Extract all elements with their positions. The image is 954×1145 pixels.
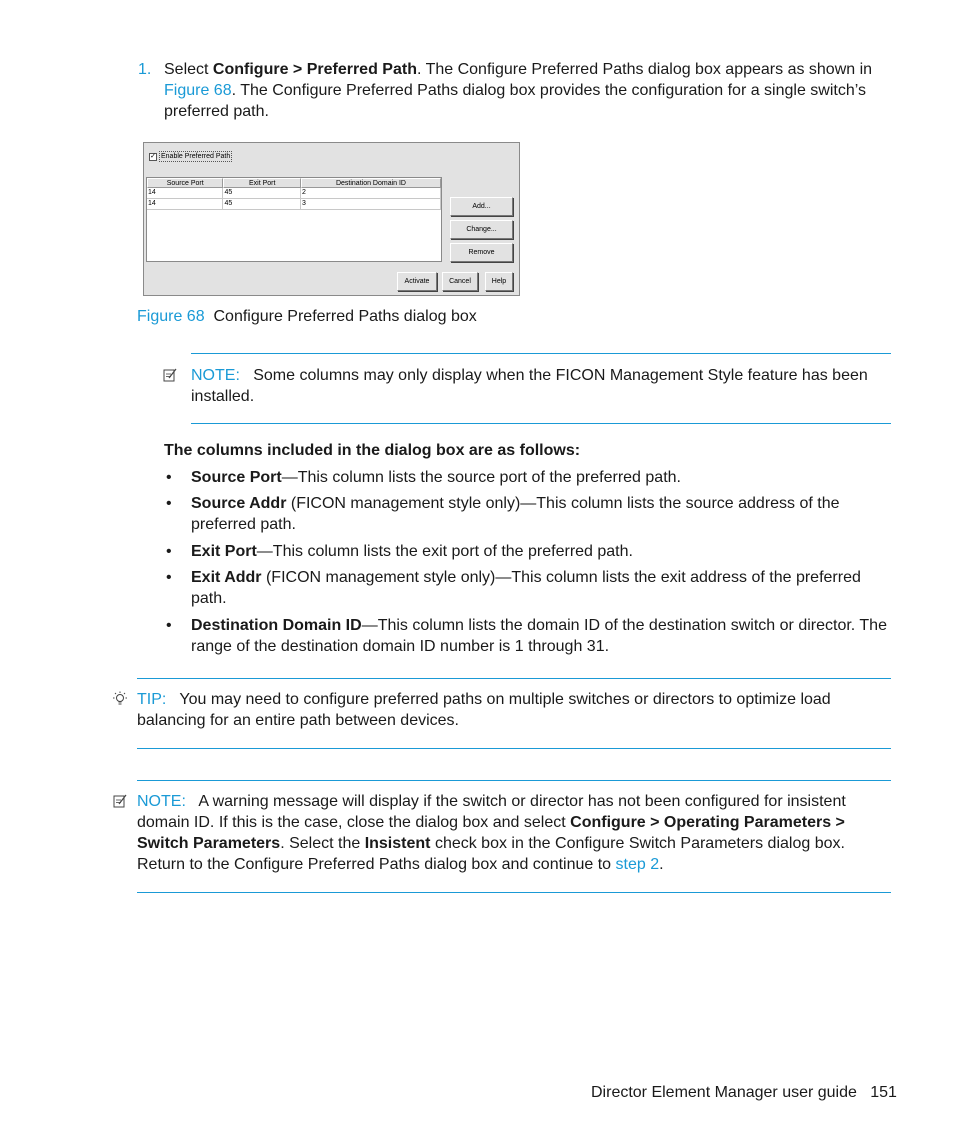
note-label: NOTE: <box>137 793 186 810</box>
step-text-part: . The Configure Preferred Paths dialog box appears as shown in <box>416 61 873 78</box>
table-cell: 14 <box>147 199 223 209</box>
table-cell: 3 <box>301 199 441 209</box>
table-cell: 45 <box>223 199 300 209</box>
bullet-dot: • <box>166 543 172 560</box>
add-button[interactable]: Add... <box>450 197 513 216</box>
figure-caption-text: Configure Preferred Paths dialog box <box>213 308 477 325</box>
cancel-button[interactable]: Cancel <box>442 272 478 291</box>
step-select-word: Select <box>164 61 209 78</box>
page-footer <box>591 1082 897 1103</box>
tip-label: TIP: <box>137 691 167 708</box>
table-cell: 2 <box>301 188 441 198</box>
table-row[interactable] <box>147 188 441 199</box>
note-text: check box in the Configure Switch Parameters dialog box. Return to the Configure Preferred Paths dialog box and continue to <box>137 835 845 873</box>
footer-title: Director Element Manager user guide <box>591 1084 857 1101</box>
bullet-dot: • <box>166 617 172 634</box>
activate-button[interactable]: Activate <box>397 272 437 291</box>
tip-top-rule <box>137 678 891 679</box>
step-menu-path: Configure > Preferred Path <box>212 61 417 78</box>
table-row[interactable] <box>147 199 441 210</box>
step-text-end: . The Configure Preferred Paths dialog box provides the configuration for a single switch’s preferred path. <box>164 82 867 120</box>
column-header-destination-domain-id[interactable]: Destination Domain ID <box>301 178 441 188</box>
note-text: . <box>659 856 664 873</box>
enable-preferred-path-label: Enable Preferred Path <box>161 153 231 160</box>
figure-caption-label: Figure 68 <box>137 308 205 325</box>
list-item <box>191 467 891 488</box>
list-item <box>191 493 891 535</box>
note-icon <box>163 368 177 382</box>
step-text <box>164 59 894 122</box>
tip-bottom-rule <box>137 748 891 749</box>
bullet-desc: —This column lists the source port of the preferred path. <box>281 469 681 486</box>
note-bottom-rule <box>191 423 891 424</box>
column-header-exit-port[interactable]: Exit Port <box>223 178 300 188</box>
note-menu-path: Configure > Operating Parameters > Switch Parameters <box>137 814 845 852</box>
bullet-term: Source Port <box>191 469 282 486</box>
enable-preferred-path-checkbox[interactable]: ✓ <box>150 152 156 160</box>
bullet-dot: • <box>166 569 172 586</box>
note-insistent: Insistent <box>364 835 431 852</box>
step-2-link[interactable]: step 2 <box>615 856 660 873</box>
change-button[interactable]: Change... <box>450 220 513 239</box>
note-1 <box>191 365 891 407</box>
note2-top-rule <box>137 780 891 781</box>
table-cell: 45 <box>223 188 300 198</box>
bullet-desc: (FICON management style only)—This column lists the exit address of the preferred path. <box>191 569 861 607</box>
bullet-term: Source Addr <box>191 495 287 512</box>
figure-caption <box>137 306 477 327</box>
bullet-term: Exit Port <box>191 543 257 560</box>
configure-preferred-paths-dialog <box>143 142 520 296</box>
step-number: 1. <box>138 61 152 78</box>
bullet-desc: —This column lists the domain ID of the destination switch or director. The range of the destination domain ID number is 1 through 31. <box>191 617 887 655</box>
column-header-source-port[interactable]: Source Port <box>147 178 223 188</box>
note-text: A warning message will display if the switch or director has not been configured for insistent domain ID. If this is the case, close the dialog box and select <box>137 793 846 831</box>
note-top-rule <box>191 353 891 354</box>
tip <box>137 689 891 731</box>
note-label: NOTE: <box>191 367 240 384</box>
bullet-desc: (FICON management style only)—This column lists the source address of the preferred path. <box>191 495 840 533</box>
help-button[interactable]: Help <box>485 272 513 291</box>
list-item <box>191 541 891 562</box>
table-header <box>147 178 441 188</box>
bullet-term: Exit Addr <box>191 569 262 586</box>
table-cell: 14 <box>147 188 223 198</box>
note-icon <box>113 794 127 808</box>
note2-bottom-rule <box>137 892 891 893</box>
enable-preferred-path-row[interactable] <box>149 151 232 162</box>
list-item <box>191 615 891 657</box>
note-text: Some columns may only display when the FICON Management Style feature has been installed. <box>191 367 868 405</box>
columns-intro: The columns included in the dialog box are as follows: <box>164 442 581 459</box>
list-item <box>191 567 891 609</box>
figure-68-link[interactable]: Figure 68 <box>164 82 232 99</box>
lightbulb-icon <box>112 691 128 707</box>
remove-button[interactable]: Remove <box>450 243 513 262</box>
bullet-dot: • <box>166 469 172 486</box>
note-text: . Select the <box>280 835 361 852</box>
bullet-term: Destination Domain ID <box>191 617 362 634</box>
note-2 <box>137 791 891 875</box>
preferred-path-table <box>146 177 442 262</box>
bullet-desc: —This column lists the exit port of the preferred path. <box>256 543 633 560</box>
page-number: 151 <box>870 1084 897 1101</box>
tip-text: You may need to configure preferred paths on multiple switches or directors to optimize load balancing for an entire path between devices. <box>137 691 831 729</box>
bullet-dot: • <box>166 495 172 512</box>
